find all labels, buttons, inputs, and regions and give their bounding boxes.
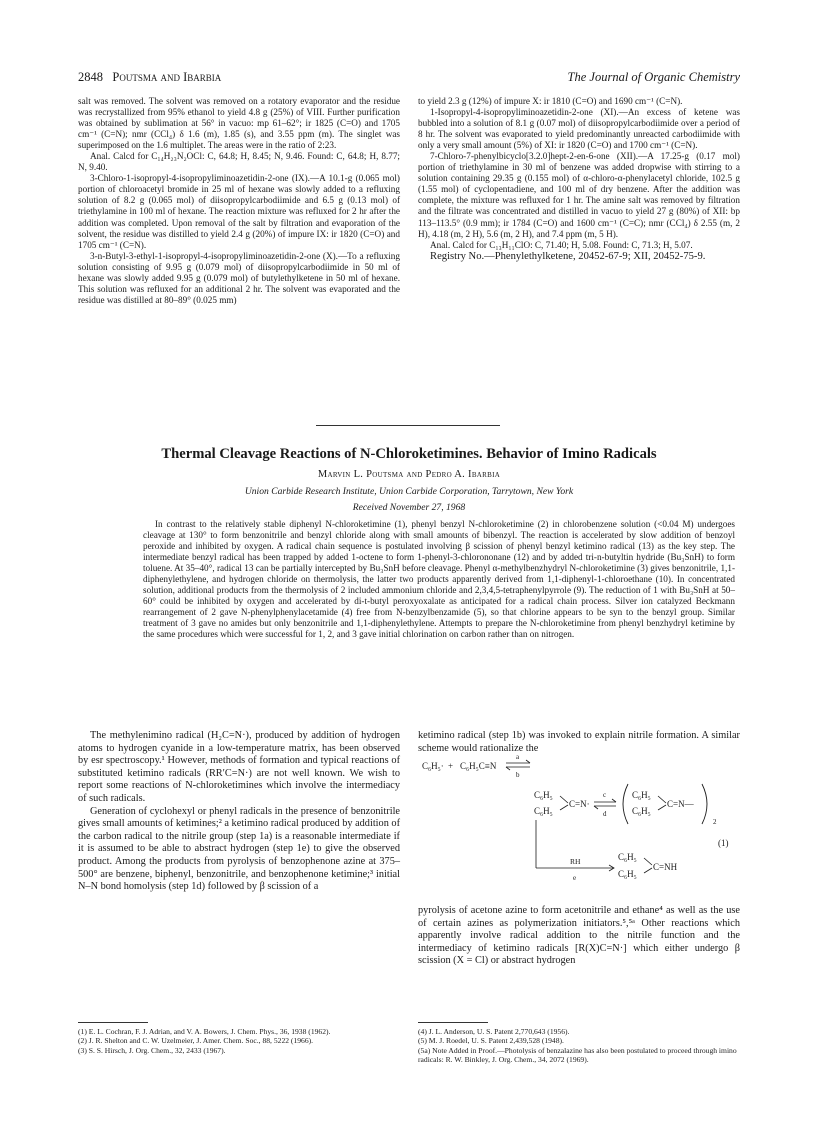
scheme-ketimine: C=NH (653, 862, 678, 872)
prev-article-col1 (78, 96, 400, 306)
paragraph: Generation of cyclohexyl or phenyl radicals in the presence of benzonitrile gives small amounts of ketimines;² a ketimino radical produced by addition of the carbon radical to the nitrile group (step 1a) is a reasonable intermediate if it is assumed to be able to abstract hydrogen (step 1e) to give the observed product. Among the products from pyrolysis of benzophenone azine at 375–500° are benzene, biphenyl, benzonitrile, and benzophenone ketimine;³ initial N–N bond homolysis (step 1d) followed by β scission of a (78, 805, 400, 893)
footnote: (5a) Note Added in Proof.—Photolysis of benzalazine has also been postulated to proceed through imino radicals: R. W. Binkley, J. Org. Chem., 34, 2072 (1969). (418, 1045, 737, 1064)
running-authors: Poutsma and Ibarbia (112, 70, 222, 84)
paragraph: to yield 2.3 g (12%) of impure X: ir 1810 (C=O) and 1690 cm⁻¹ (C=N). (418, 96, 683, 106)
footnotes-col1 (78, 1027, 400, 1055)
paragraph: pyrolysis of acetone azine to form acetonitrile and ethane⁴ as well as the use of certain azines as polymerization initiators.⁵,⁵ᵃ Other reactions which apparently involve radical addition to the nitrile function and the intermediacy of ketimino radicals [R(X)C=N·] which either undergo β scission (X = Cl) or abstract hydrogen (418, 905, 740, 967)
step-a-label: a (516, 753, 520, 761)
page-header (78, 70, 740, 86)
scheme-ph-2: C₆H₅ (534, 806, 553, 816)
scheme-imino-radical: C=N· (569, 799, 590, 809)
step-b-label: b (516, 771, 520, 779)
footnote: (2) J. R. Shelton and C. W. Uzelmeier, J. Amer. Chem. Soc., 88, 5222 (1966). (78, 1036, 314, 1046)
paragraph: The methylenimino radical (H₂C=N·), produced by addition of hydrogen atoms to hydrogen cyanide in a low-temperature matrix, has been observed by esr spectroscopy.¹ However, methods of formation and typical reactions of substituted ketimino radicals (RR′C=N·) are not well known. We wish to report some reactions of N-chloroketimines which involve the intermediacy of such radicals. (78, 730, 400, 804)
scheme-reagent: RH (570, 857, 581, 866)
article-authors: Marvin L. Poutsma and Pedro A. Ibarbia (317, 469, 501, 480)
paragraph: 7-Chloro-7-phenylbicyclo[3.2.0]hept-2-en-6-one (XII).—A 17.25-g (0.17 mol) portion of triethylamine in 30 ml of benzene was added dropwise with stirring to a solution containing 29.35 g (0.155 mol) of α-chloro-α-phenylacetyl chloride, 102.5 g (1.55 mol) of cyclopentadiene, and 100 ml of dry benzene. After the addition was complete, the mixture was refluxed for 1 hr. The amine salt was removed by filtration and the filtrate was concentrated and distilled in vacuo to yield 27 g (80%) of XII: bp 113–113.5° (0.9 mm); ir 1784 (C=O) and 1600 cm⁻¹ (C=C); nmr (CCl₄) δ 2.55 (m, 2 H), 4.18 (m, 2 H), 5.6 (m, 2 H), and 7.4 ppm (m, 5 H). (418, 151, 740, 239)
reaction-scheme (418, 752, 740, 902)
footnote: (3) S. S. Hirsch, J. Org. Chem., 32, 2433 (1967). (78, 1045, 226, 1055)
paragraph: salt was removed. The solvent was removed on a rotatory evaporator and the residue was recrystallized from 95% ethanol to yield 4.8 g (25%) of VIII. Further purification was obtained by sublimation at 56° in vacuo: mp 61–62°; ir 1825 (C=O) and 1705 cm⁻¹ (C=N); nmr (CCl₄) δ 1.6 (m), 1.85 (s), and 3.55 ppm (m). The singlet was superimposed on the 1.6 multiplet. The areas were in the ratio of 2:23. (78, 96, 400, 151)
scheme-ph-4: C₆H₅ (632, 806, 651, 816)
footnote: (4) J. L. Anderson, U. S. Patent 2,770,643 (1956). (418, 1027, 570, 1036)
article-title: Thermal Cleavage Reactions of N-Chloroketimines. Behavior of Imino Radicals (161, 446, 657, 462)
scheme-nitrile: C₆H₅C≡N (460, 761, 497, 771)
equation-number: (1) (718, 838, 729, 848)
paragraph: 1-Isopropyl-4-isopropyliminoazetidin-2-one (XI).—An excess of ketene was bubbled into a solution of 8.1 g (0.07 mol) of diisopropylcarbodiimide over a period of 8 hr. The solvent was evaporated to yield predominantly unreacted carbodiimide with only a very small amount (5%) of XI: ir 1820 (C=O) and 1700 cm⁻¹ (C=N). (418, 107, 740, 151)
scheme-ph-1: C₆H₅ (534, 790, 553, 800)
footnote-rule (78, 1022, 148, 1023)
article-separator (316, 425, 500, 426)
page-number: 2848 (78, 70, 103, 84)
azine-subscript: 2 (713, 818, 717, 826)
abstract: In contrast to the relatively stable diphenyl N-chloroketimine (1), phenyl benzyl N-chloroketimine (2) in chlorobenzene solution (<0.04 M) undergoes cleavage at 130° to form benzonitrile and benzyl chloride along with small amounts of bibenzyl. The reaction is accelerated by slow addition of benzoyl peroxide and inhibited by oxygen. A radical chain sequence is postulated involving β scission of phenyl benzyl ketimino radical (13) as the key step. The intermediate benzyl radical has been trapped by added 1-octene to form 1-phenyl-3-chlorononane (12) and by added tri-n-butyltin hydride (Bu₃SnH) to form toluene. At 35–40°, radical 13 can be partially intercepted by Bu₃SnH before cleavage. Phenyl α-methylbenzhydryl N-chloroketimine (3) gives benzonitrile, 1,1-diphenylethylene, and hydrogen chloride on thermolysis, the latter two products apparently derived from 1,1-diphenyl-1-chloroethane (10). In concentrated solution, additional products from the thermolysis of 2 included ammonium chloride and 2,3,4,5-tetraphenylpyrrole (9). The reduction of 1 with Bu₃SnH at 50–60° could be inhibited by oxygen and accelerated by di-t-butyl peroxyoxalate as anticipated for a radical chain process. Silver ion catalyzed Beckmann rearrangement of 2 gave N-phenylphenylacetamide (4) free from N-benzylbenzamide (5), so that chlorine appears to be syn to the benzyl group. Similar treatment of 3 gave no amides but only benzonitrile and 1,1-diphenylethylene. Attempts to prepare the N-chloroketimine from phenyl benzhydryl ketimine by the same procedures which were successful for 1, 2, and 3 gave initial chlorination on carbon rather than on nitrogen. (143, 519, 735, 640)
scheme-ph-6: C₆H₅ (618, 869, 637, 879)
paragraph: 3-n-Butyl-3-ethyl-1-isopropyl-4-isopropyliminoazetidin-2-one (X).—To a refluxing solution consisting of 9.95 g (0.079 mol) of diisopropylcarbodiimide in 50 ml of hexane was slowly added 9.95 g (0.079 mol) of butylethylketene in 50 ml of hexane. This solution was refluxed for an additional 2 hr. The solvent was evaporated and the residue was distilled at 80–89° (0.025 mm) (78, 250, 400, 305)
scheme-plus: + (448, 761, 454, 771)
paragraph: 3-Chloro-1-isopropyl-4-isopropyliminoazetidin-2-one (IX).—A 10.1-g (0.065 mol) portion of chloroacetyl bromide in 25 ml of hexane was slowly added to a refluxing solution of 8.2 g (0.065 mol) of diisopropylcarbodiimide and 6.5 g (0.13 mol) of triethylamine in 100 ml of hexane. The reaction mixture was refluxed for 2 hr after the addition was completed. Upon removal of the salt by filtration and evaporation of the solvent, the residue was distilled to yield 2.4 g (20%) of impure IX: ir 1820 (C=O) and 1705 cm⁻¹ (C=N). (78, 173, 400, 250)
body-col2-bottom (418, 905, 740, 968)
journal-name: The Journal of Organic Chemistry (567, 70, 740, 84)
received-date: Received November 27, 1968 (352, 502, 466, 513)
registry-numbers: Registry No.—Phenylethylketene, 20452-67-9; XII, 20452-75-9. (430, 250, 706, 262)
scheme-ph-5: C₆H₅ (618, 852, 637, 862)
footnotes-col2 (418, 1027, 740, 1064)
footnote-rule (418, 1022, 488, 1023)
paragraph: ketimino radical (step 1b) was invoked to explain nitrile formation. A similar scheme would rationalize the (418, 730, 740, 754)
paragraph: Anal. Calcd for C₁₄H₂₃N₂OCl: C, 64.8; H, 8.45; N, 9.46. Found: C, 64.8; H, 8.77; N, 9.40. (78, 151, 400, 173)
step-e-label: e (573, 874, 577, 882)
scheme-azine-core: C=N— (667, 799, 694, 809)
footnote: (1) E. L. Cochran, F. J. Adrian, and V. A. Bowers, J. Chem. Phys., 36, 1938 (1962). (78, 1027, 331, 1036)
body-col1 (78, 730, 400, 894)
article-affiliation: Union Carbide Research Institute, Union Carbide Corporation, Tarrytown, New York (244, 486, 574, 497)
page-header-left (78, 70, 221, 85)
step-c-label: c (603, 791, 607, 799)
scheme-radical: C₆H₅· (422, 761, 444, 771)
footnote: (5) M. J. Roedel, U. S. Patent 2,439,528 (1948). (418, 1036, 564, 1046)
scheme-ph-3: C₆H₅ (632, 790, 651, 800)
paragraph: Anal. Calcd for C₁₃H₁₁ClO: C, 71.40; H, 5.08. Found: C, 71.3; H, 5.07. (430, 239, 693, 250)
step-d-label: d (603, 810, 607, 818)
prev-article-col2 (418, 96, 740, 263)
